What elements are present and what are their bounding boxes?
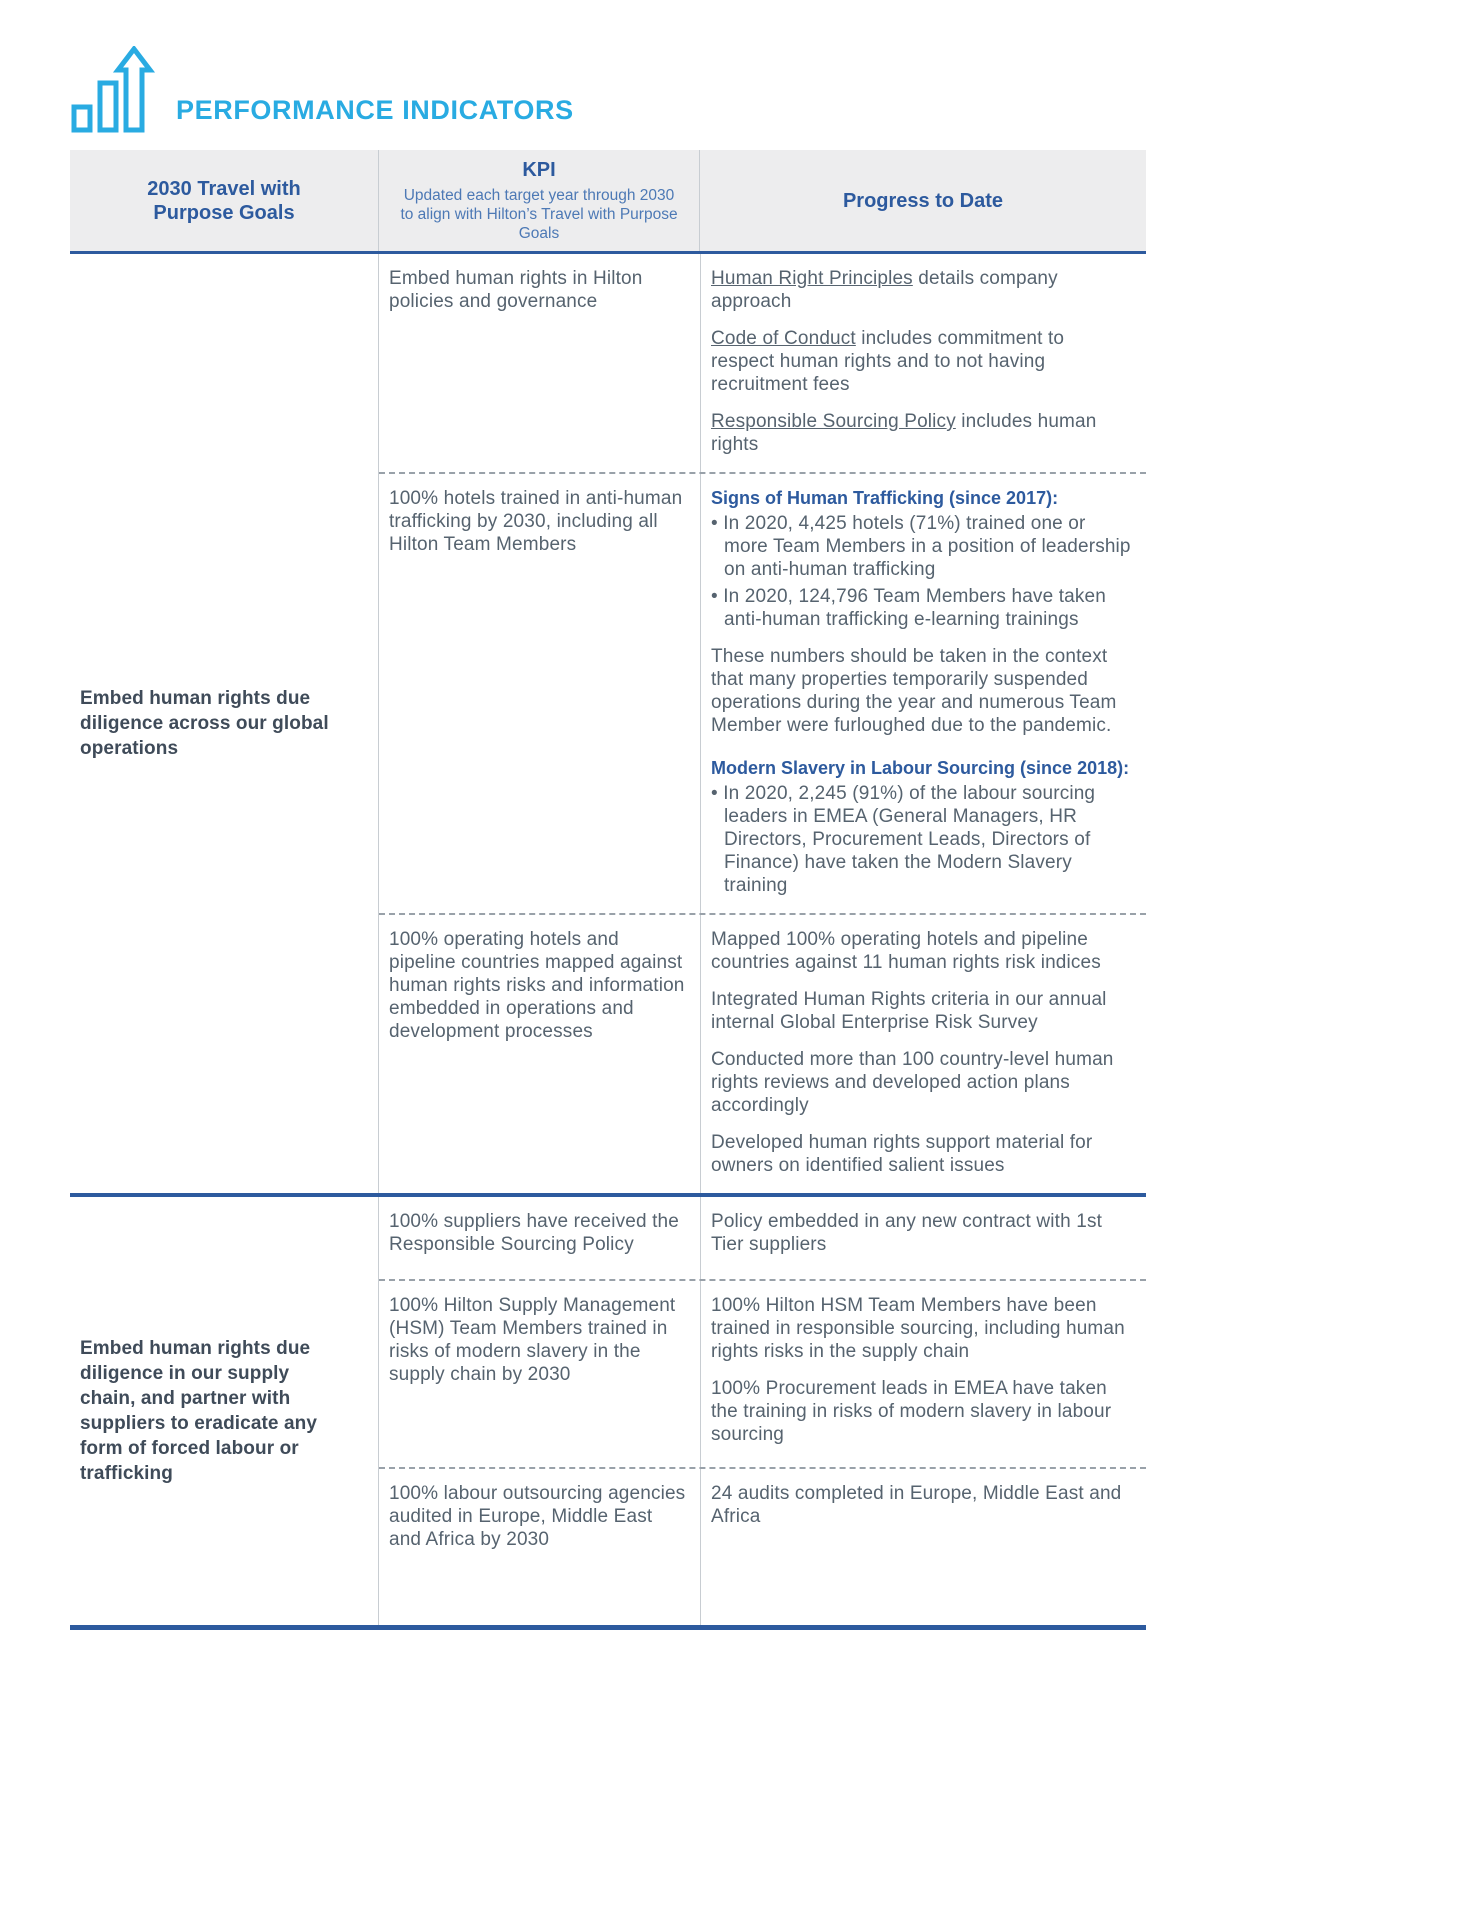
progress-cell [700,915,1146,1193]
progress-cell [700,1469,1146,1625]
bar-chart-growth-icon [70,46,160,134]
kpi-header-title: KPI [522,159,556,181]
section-header [70,42,1484,134]
page-title: PERFORMANCE INDICATORS [176,95,574,125]
table-bottom-line [70,1625,1146,1630]
column-header-progress [700,150,1146,251]
goal-text: Embed human rights due diligence in our supply chain, and partner with suppliers to eradicate any form of forced labour or trafficking [80,1338,318,1484]
progress-header-text: Progress to Date [842,189,1004,212]
progress-subheading: Signs of Human Trafficking (since 2017): [711,488,1059,508]
kpi-cell [379,474,700,913]
kpi-text: 100% hotels trained in anti-human trafficking by 2030, including all Hilton Team Members [389,488,683,555]
progress-bullet: • In 2020, 4,425 hotels (71%) trained one or more Team Members in a position of leadership on anti-human trafficking [711,512,1132,581]
progress-paragraph: Policy embedded in any new contract with 1st Tier suppliers [711,1211,1103,1255]
kpi-text: 100% operating hotels and pipeline countries mapped against human rights risks and information embedded in operations and development processes [389,929,685,1042]
progress-paragraph: 24 audits completed in Europe, Middle East and Africa [711,1483,1122,1527]
kpi-row-policies-governance [379,254,1146,472]
progress-paragraph: These numbers should be taken in the context that many properties temporarily suspended operations during the year and numerous Team Member were furloughed due to the pandemic. [711,646,1117,736]
progress-paragraph: Developed human rights support material for owners on identified salient issues [711,1132,1093,1176]
progress-paragraph: Mapped 100% operating hotels and pipeline countries against 11 human rights risk indices [711,929,1101,973]
kpi-cell [379,1197,700,1279]
progress-bullet: • In 2020, 2,245 (91%) of the labour sourcing leaders in EMEA (General Managers, HR Directors, Procurement Leads, Directors of Finance) have taken the Modern Slavery training [711,782,1132,897]
progress-paragraph: Integrated Human Rights criteria in our annual internal Global Enterprise Risk Survey [711,989,1107,1033]
column-header-kpi [378,150,700,251]
kpi-header-subtitle: Updated each target year through 2030 to align with Hilton’s Travel with Purpose Goals [400,187,678,242]
progress-cell [700,1281,1146,1467]
kpi-row-anti-trafficking-training [379,472,1146,913]
goal-group-global-operations [70,254,1146,1193]
responsible-sourcing-policy-link[interactable]: Responsible Sourcing Policy [711,411,956,432]
kpi-cell [379,1281,700,1467]
table-header-row [70,150,1146,251]
kpi-row-hsm-training [379,1279,1146,1467]
progress-paragraph [711,327,1132,396]
kpi-row-responsible-sourcing-policy [379,1197,1146,1279]
progress-text: details company approach [711,268,1058,312]
kpi-row-labour-outsourcing-audits [379,1467,1146,1625]
progress-subheading: Modern Slavery in Labour Sourcing (since 2018): [711,758,1130,778]
progress-bullet: • In 2020, 124,796 Team Members have taken anti-human trafficking e-learning trainings [711,585,1132,631]
progress-paragraph [711,267,1132,313]
progress-text: includes human rights [711,411,1097,455]
goal-group-rows [378,254,1146,1193]
kpi-cell [379,1469,700,1625]
human-rights-principles-link[interactable]: Human Right Principles [711,268,913,289]
column-header-goals [70,150,378,251]
kpi-table [70,150,1146,1630]
goal-cell [70,1197,378,1625]
goal-group-supply-chain [70,1197,1146,1625]
kpi-text: Embed human rights in Hilton policies and governance [389,268,643,312]
kpi-text: 100% Hilton Supply Management (HSM) Team Members trained in risks of modern slavery in the supply chain by 2030 [389,1295,676,1385]
progress-paragraph [711,410,1132,456]
progress-cell [700,1197,1146,1279]
goals-header-text: 2030 Travel with Purpose Goals [147,177,301,224]
kpi-cell [379,254,700,472]
kpi-row-human-rights-risk-mapping [379,913,1146,1193]
kpi-text: 100% labour outsourcing agencies audited in Europe, Middle East and Africa by 2030 [389,1483,686,1550]
kpi-cell [379,915,700,1193]
goal-group-rows [378,1197,1146,1625]
progress-cell [700,254,1146,472]
progress-cell [700,474,1146,913]
kpi-text: 100% suppliers have received the Responsible Sourcing Policy [389,1211,679,1255]
progress-paragraph: Conducted more than 100 country-level human rights reviews and developed action plans accordingly [711,1049,1114,1116]
progress-text: includes commitment to respect human rights and to not having recruitment fees [711,328,1065,395]
goal-text: Embed human rights due diligence across our global operations [80,688,329,759]
progress-paragraph: 100% Hilton HSM Team Members have been trained in responsible sourcing, including human rights risks in the supply chain [711,1295,1125,1362]
code-of-conduct-link[interactable]: Code of Conduct [711,328,856,349]
goal-cell [70,254,378,1193]
progress-paragraph: 100% Procurement leads in EMEA have taken the training in risks of modern slavery in labour sourcing [711,1378,1112,1445]
